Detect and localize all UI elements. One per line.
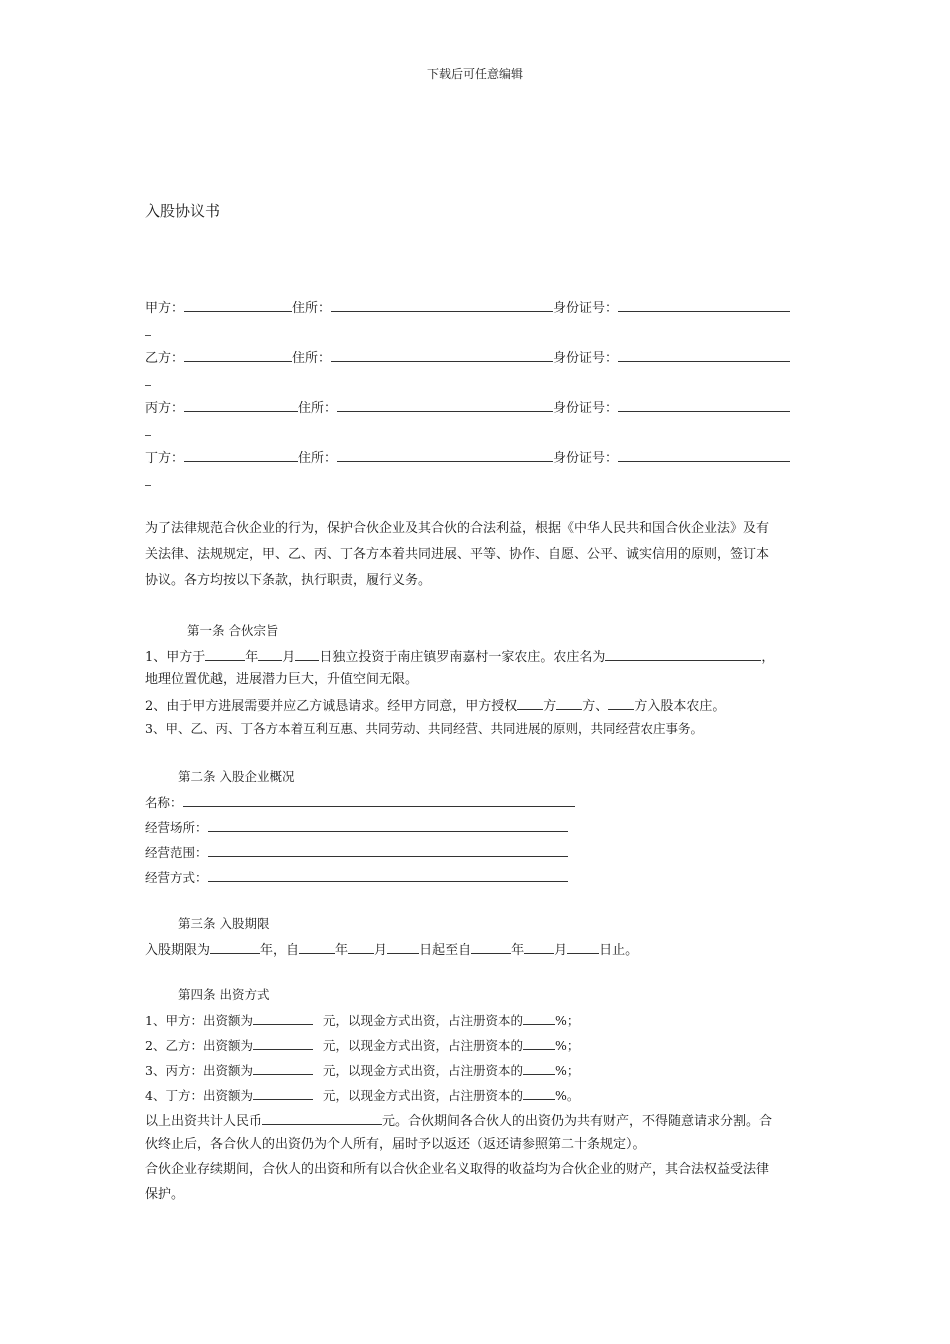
blank xyxy=(618,449,790,462)
blank xyxy=(184,299,292,312)
address-label: 住所： xyxy=(292,351,332,366)
intro-line: 关法律、法规规定，甲、乙、丙、丁各方本着共同进展、平等、协作、自愿、公平、诚实信用的原则，签订本 xyxy=(145,547,770,562)
page-header: 下载后可任意编辑 xyxy=(426,67,523,81)
clause-line: 3、甲、乙、丙、丁各方本着互利互惠、共同劳动、共同经营、共同进展的原则，共同经营农庄事务。 xyxy=(145,721,703,736)
party-row xyxy=(145,399,790,417)
blank xyxy=(331,299,553,312)
clause-line: 地理位置优越，进展潜力巨大，升值空间无限。 xyxy=(145,672,419,687)
line-dash xyxy=(145,485,151,486)
blank xyxy=(184,399,298,412)
line-dash xyxy=(145,385,151,386)
intro-line: 协议。各方均按以下条款，执行职责，履行义务。 xyxy=(145,573,432,588)
article-heading: 第四条 出资方式 xyxy=(178,987,270,1002)
blank xyxy=(618,349,790,362)
clause-line: 保护。 xyxy=(145,1187,185,1202)
party-row xyxy=(145,299,790,317)
contribution-row: 4、丁方：出资额为 元，以现金方式出资，占注册资本的 %。 xyxy=(145,1088,580,1103)
clause-line: 以上出资共计人民币 元。合伙期间各合伙人的出资仍为共有财产，不得随意请求分割。合 xyxy=(145,1114,773,1129)
intro-line: 为了法律规范合伙企业的行为，保护合伙企业及其合伙的合法利益，根据《中华人民共和国合伙企业法》及有 xyxy=(145,521,770,536)
field-row: 经营方式： xyxy=(145,869,568,886)
article-heading: 第一条 合伙宗旨 xyxy=(187,623,279,638)
party-row xyxy=(145,449,790,467)
address-label: 住所： xyxy=(292,301,332,316)
id-label: 身份证号： xyxy=(553,451,619,466)
party-row xyxy=(145,349,790,367)
line-dash xyxy=(145,335,151,336)
document-title: 入股协议书 xyxy=(145,202,221,220)
field-row: 名称： xyxy=(145,794,575,811)
party-label: 丁方： xyxy=(145,451,185,466)
blank xyxy=(337,399,553,412)
contribution-row: 1、甲方：出资额为 元，以现金方式出资，占注册资本的 %； xyxy=(145,1013,580,1028)
contribution-row: 2、乙方：出资额为 元，以现金方式出资，占注册资本的 %； xyxy=(145,1038,580,1053)
clause-line: 入股期限为 年，自 年 月 日起至自 年 月 日止。 xyxy=(145,943,639,958)
article-heading: 第二条 入股企业概况 xyxy=(178,769,295,784)
address-label: 住所： xyxy=(298,401,338,416)
clause-line: 1、甲方于 年 月 日独立投资于南庄镇罗南嘉村一家农庄。农庄名为 ， xyxy=(145,650,775,665)
party-label: 甲方： xyxy=(145,301,185,316)
address-label: 住所： xyxy=(298,451,338,466)
id-label: 身份证号： xyxy=(553,401,619,416)
line-dash xyxy=(145,435,151,436)
party-label: 乙方： xyxy=(145,351,185,366)
clause-line: 2、由于甲方进展需要并应乙方诚恳请求。经甲方同意，甲方授权 方 方、 方入股本农庄。 xyxy=(145,699,726,714)
id-label: 身份证号： xyxy=(553,301,619,316)
blank xyxy=(618,399,790,412)
blank xyxy=(184,349,292,362)
blank xyxy=(331,349,553,362)
blank xyxy=(184,449,298,462)
contribution-row: 3、丙方：出资额为 元，以现金方式出资，占注册资本的 %； xyxy=(145,1063,580,1078)
clause-line: 合伙企业存续期间，合伙人的出资和所有以合伙企业名义取得的收益均为合伙企业的财产，其合法权益受法律 xyxy=(145,1162,770,1177)
clause-line: 伙终止后，各合伙人的出资仍为个人所有，届时予以返还（返还请参照第二十条规定）。 xyxy=(145,1137,646,1152)
blank xyxy=(618,299,790,312)
field-row: 经营场所： xyxy=(145,819,568,836)
blank xyxy=(337,449,553,462)
field-row: 经营范围： xyxy=(145,844,568,861)
party-label: 丙方： xyxy=(145,401,185,416)
article-heading: 第三条 入股期限 xyxy=(178,916,270,931)
id-label: 身份证号： xyxy=(553,351,619,366)
